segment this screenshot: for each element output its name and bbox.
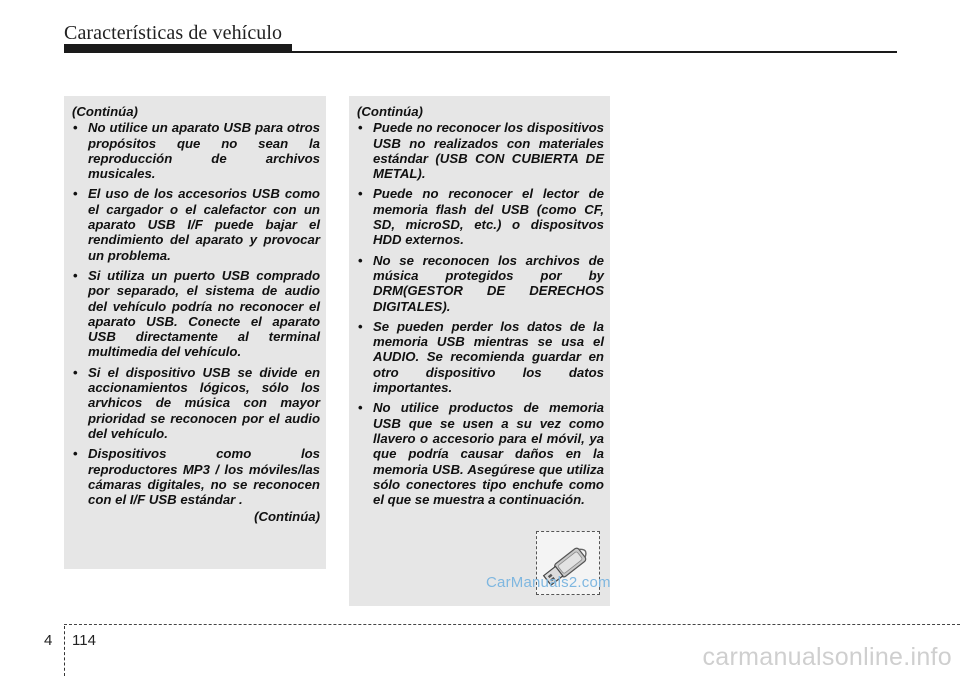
list-item: • El uso de los accesorios USB como el cargador o el calefactor con un aparato USB I/F puede bajar el rendimiento del aparato y provocar un problema.: [72, 186, 320, 262]
list-item: • Si el dispositivo USB se divide en accionamientos lógicos, sólo los arvhicos de música con mayor prioridad se reconocen por el audio del vehículo.: [72, 365, 320, 441]
caution-box-right: [349, 96, 610, 606]
chapter-number: 4: [44, 632, 53, 649]
page-number: 114: [72, 632, 96, 649]
header-rule: [64, 51, 897, 53]
footer-rule: [64, 624, 960, 625]
list-item: • Si utiliza un puerto USB comprado por separado, el sistema de audio del vehículo podría no reconocer el aparato USB. Conecte el aparato USB directamente al terminal multimedia del vehículo.: [72, 268, 320, 360]
continued-label: (Continúa): [357, 104, 423, 119]
caution-box-left: [64, 96, 326, 569]
caution-list-left: [72, 120, 320, 507]
list-item: • No se reconocen los archivos de música protegidos por by DRM(GESTOR DE DERECHOS DIGITALES).: [357, 253, 604, 314]
site-watermark: carmanualsonline.info: [702, 643, 952, 671]
list-item: • Puede no reconocer los dispositivos USB no realizados con materiales estándar (USB CON CUBIERTA DE METAL).: [357, 120, 604, 181]
list-item: • No utilice un aparato USB para otros propósitos que no sean la reproducción de archivos musicales.: [72, 120, 320, 181]
list-item: • Dispositivos como los reproductores MP3 / los móviles/las cámaras digitales, no se reconocen con el I/F USB estándar .: [72, 446, 320, 507]
continues-label: (Continúa): [254, 509, 320, 525]
caution-list-right: [357, 120, 604, 507]
list-item: • Se pueden perder los datos de la memoria USB mientras se usa el AUDIO. Se recomienda guardar en otro dispositivo los datos importantes.: [357, 319, 604, 395]
brand-watermark: CarManuals2.com: [486, 574, 611, 591]
continued-label: (Continúa): [72, 104, 138, 119]
list-item: • Puede no reconocer el lector de memoria flash del USB (como CF, SD, microSD, etc.) o dispositvos HDD externos.: [357, 186, 604, 247]
footer-divider: [64, 626, 65, 676]
section-title: Características de vehículo: [64, 22, 283, 44]
list-item: • No utilice productos de memoria USB que se usen a su vez como llavero o accesorio para el móvil, ya que podría causar daños en la memoria USB. Asegúrese que utiliza sólo conectores tipo enchufe como el que se muestra a continuación.: [357, 400, 604, 507]
